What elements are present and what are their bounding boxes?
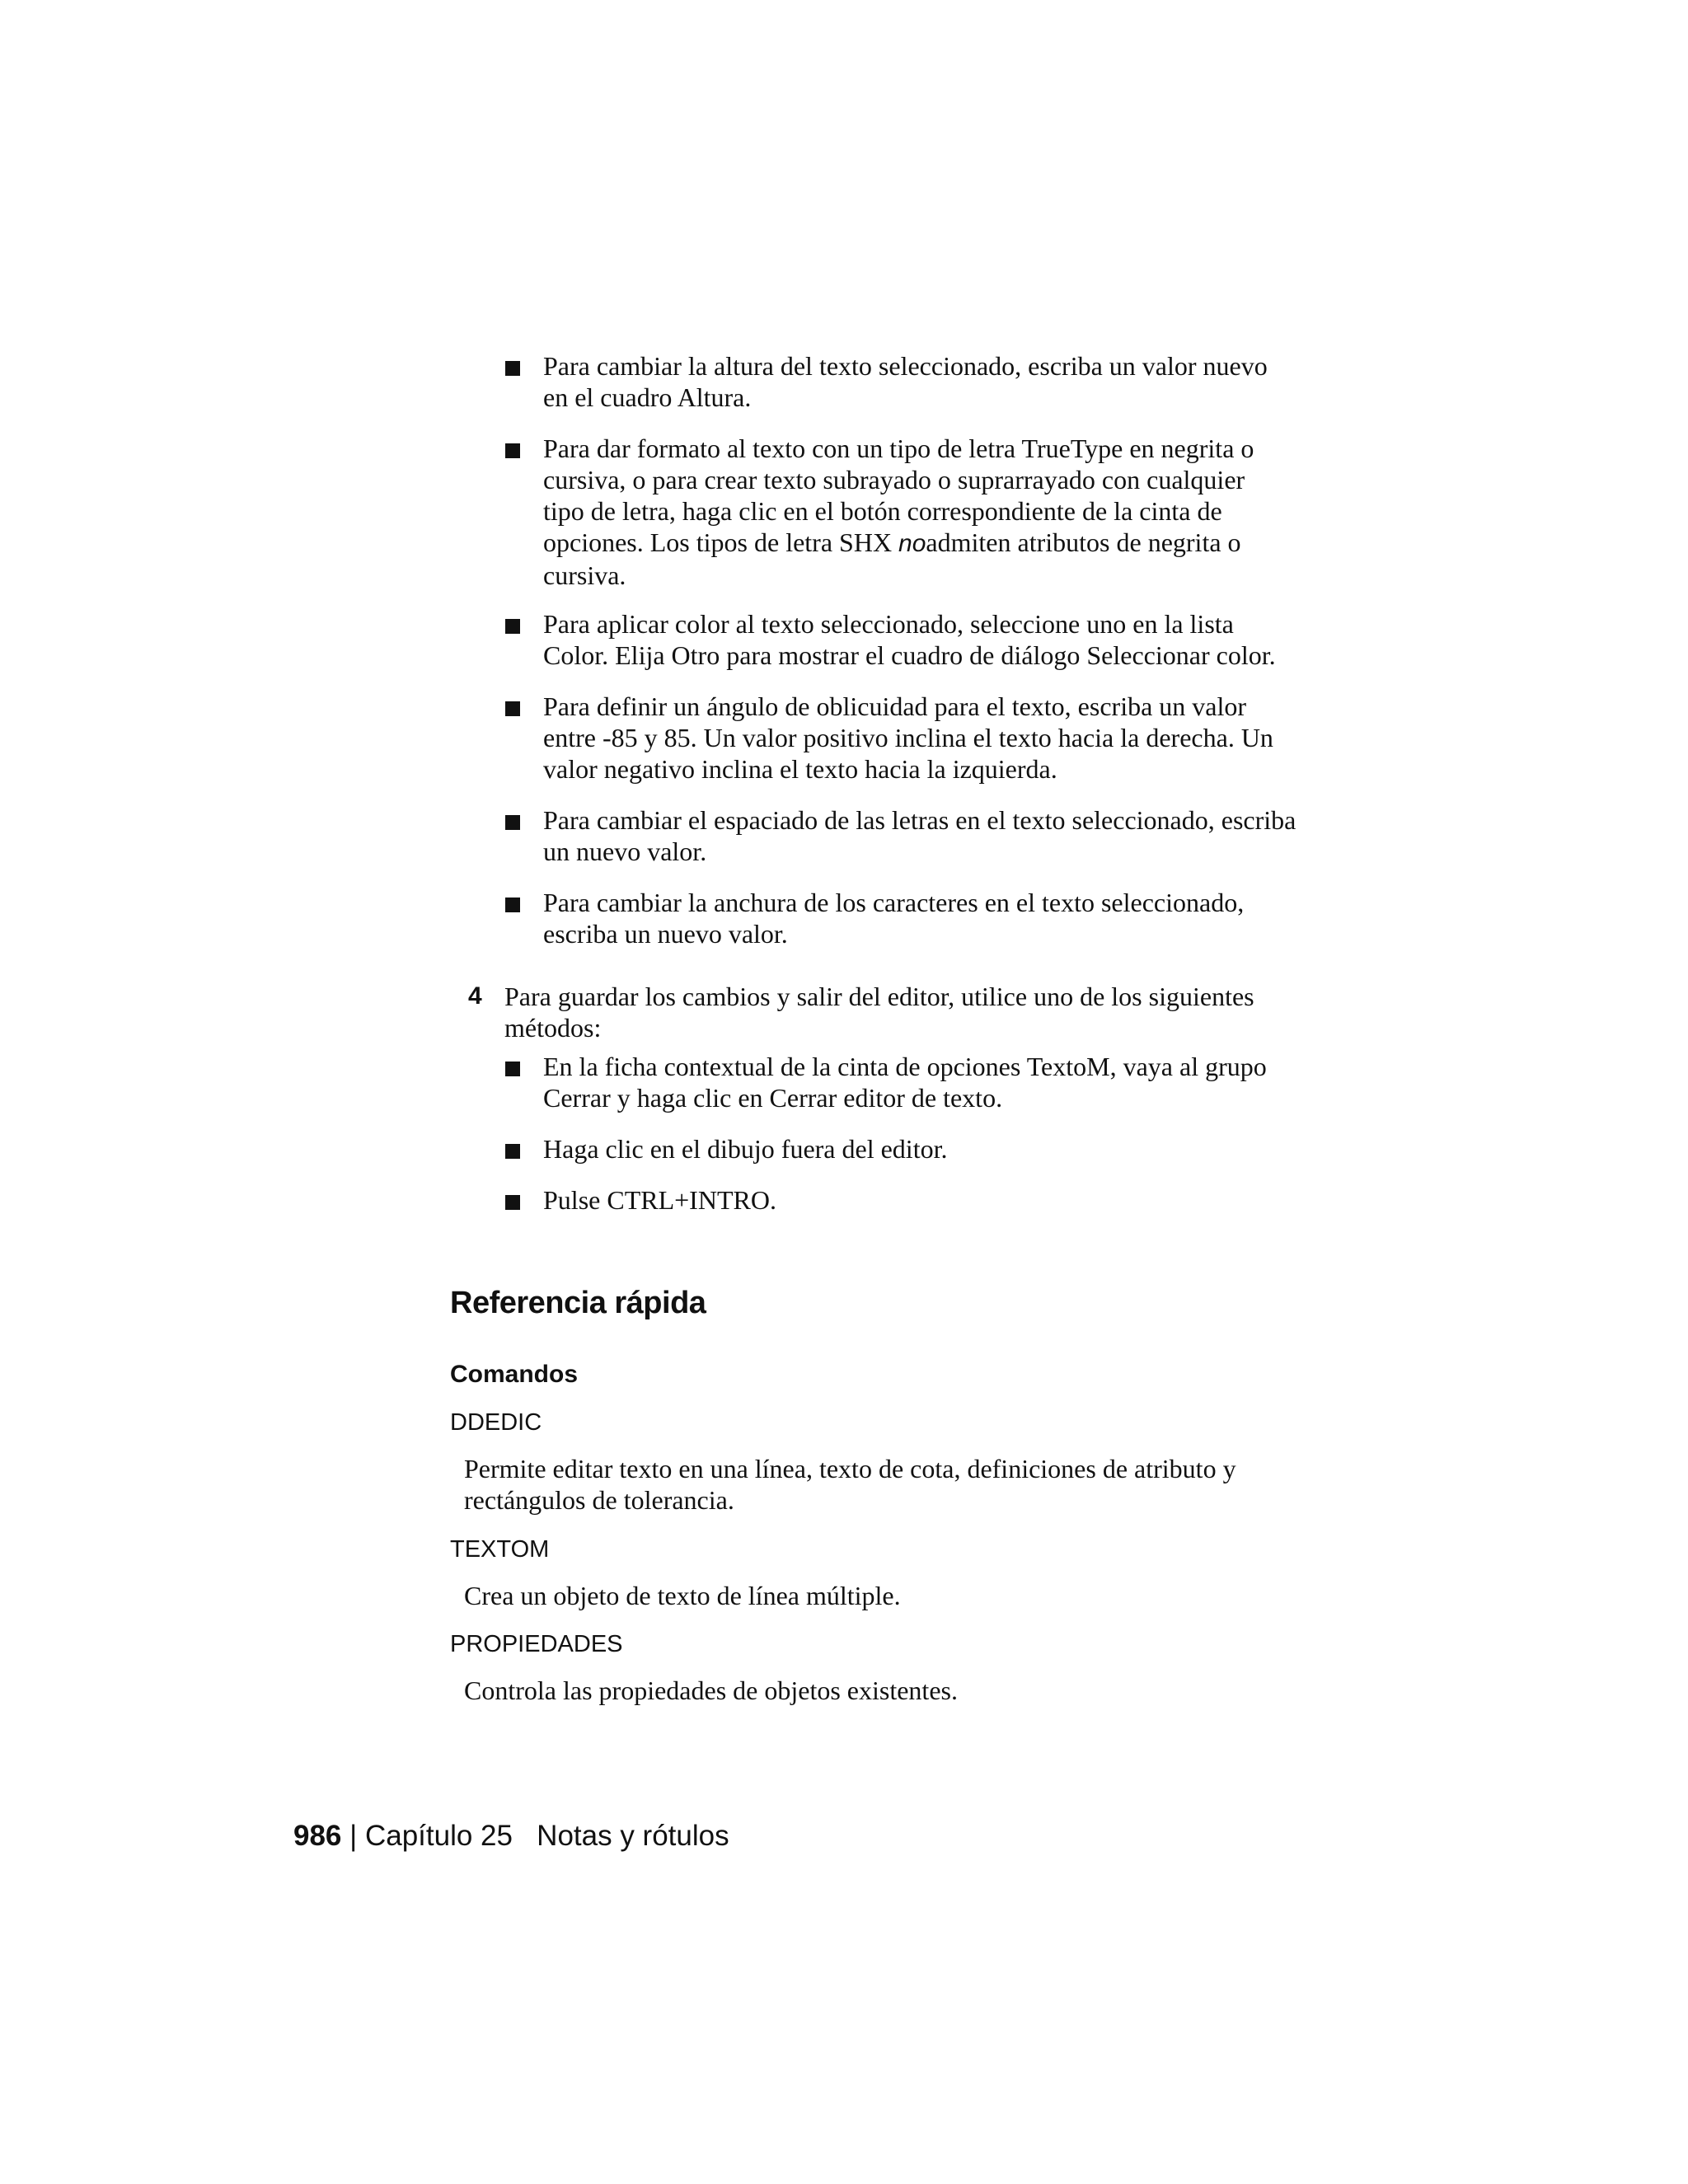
bullet-square-icon — [505, 701, 520, 716]
list-item — [543, 804, 1334, 867]
list-item-text: admiten atributos de negrita o — [926, 527, 1241, 557]
section-heading: Referencia rápida — [450, 1286, 706, 1320]
chapter-label: Capítulo 25 — [364, 1820, 513, 1852]
command-description — [464, 1675, 1338, 1706]
description-line: Crea un objeto de texto de línea múltiple. — [464, 1581, 901, 1610]
footer-separator: | — [341, 1820, 365, 1852]
list-item — [543, 1051, 1334, 1113]
command-description — [464, 1580, 1338, 1611]
list-item-line: Para cambiar el espaciado de las letras en el texto seleccionado, escriba — [543, 805, 1296, 835]
list-item — [543, 887, 1334, 949]
list-item-line — [543, 527, 1334, 560]
list-item-line: En la ficha contextual de la cinta de opciones TextoM, vaya al grupo — [543, 1052, 1267, 1081]
bullet-square-icon — [505, 443, 520, 458]
command-name: DDEDIC — [450, 1409, 542, 1436]
list-item-text: opciones. Los tipos de letra SHX — [543, 527, 899, 557]
command-description — [464, 1453, 1338, 1516]
chapter-title: Notas y rótulos — [537, 1820, 729, 1852]
bullet-square-icon — [505, 815, 520, 830]
bullet-square-icon — [505, 1144, 520, 1159]
list-item-line: Para dar formato al texto con un tipo de letra TrueType en negrita o — [543, 434, 1254, 463]
step-line: Para guardar los cambios y salir del editor, utilice uno de los siguientes — [504, 982, 1254, 1011]
page-number: 986 — [293, 1820, 342, 1852]
list-item — [543, 350, 1334, 413]
list-item — [543, 691, 1334, 785]
numbered-step — [468, 981, 1337, 1043]
list-item — [543, 433, 1334, 591]
command-name: TEXTOM — [450, 1536, 550, 1563]
subsection-heading: Comandos — [450, 1361, 579, 1388]
list-item-line: cursiva. — [543, 560, 626, 590]
bullet-square-icon — [505, 361, 520, 376]
list-item — [543, 608, 1334, 671]
list-item-line: entre -85 y 85. Un valor positivo inclina el texto hacia la derecha. Un — [543, 723, 1273, 752]
list-item-line: escriba un nuevo valor. — [543, 919, 788, 949]
description-line: Permite editar texto en una línea, texto de cota, definiciones de atributo y — [464, 1454, 1236, 1483]
list-item-line: Para aplicar color al texto seleccionado, seleccione uno en la lista — [543, 609, 1234, 639]
list-item-line: Para definir un ángulo de oblicuidad para el texto, escriba un valor — [543, 691, 1247, 721]
list-item-line: Cerrar y haga clic en Cerrar editor de texto. — [543, 1083, 1003, 1113]
list-item-line: Para cambiar la anchura de los caracteres en el texto seleccionado, — [543, 888, 1245, 917]
step-number: 4 — [468, 982, 482, 1010]
list-item-line: tipo de letra, haga clic en el botón correspondiente de la cinta de — [543, 496, 1222, 526]
list-item-line: en el cuadro Altura. — [543, 382, 752, 412]
list-item-line: Para cambiar la altura del texto seleccionado, escriba un valor nuevo — [543, 351, 1268, 381]
bullet-square-icon — [505, 1195, 520, 1210]
description-line: rectángulos de tolerancia. — [464, 1485, 734, 1515]
emphasis-text: no — [898, 530, 926, 557]
list-item — [543, 1133, 1334, 1165]
list-item-line: valor negativo inclina el texto hacia la izquierda. — [543, 754, 1057, 784]
list-item — [543, 1184, 1334, 1216]
list-item-line: Color. Elija Otro para mostrar el cuadro de diálogo Seleccionar color. — [543, 640, 1276, 670]
list-item-line: Haga clic en el dibujo fuera del editor. — [543, 1134, 948, 1164]
bullet-square-icon — [505, 898, 520, 912]
list-item-line: cursiva, o para crear texto subrayado o suprarrayado con cualquier — [543, 465, 1245, 494]
bullet-square-icon — [505, 619, 520, 634]
page-footer — [293, 1819, 729, 1854]
list-item-line: un nuevo valor. — [543, 837, 707, 866]
command-name: PROPIEDADES — [450, 1631, 623, 1657]
list-item-line: Pulse CTRL+INTRO. — [543, 1185, 776, 1215]
description-line: Controla las propiedades de objetos existentes. — [464, 1675, 958, 1705]
step-line: métodos: — [504, 1013, 602, 1043]
bullet-square-icon — [505, 1062, 520, 1076]
